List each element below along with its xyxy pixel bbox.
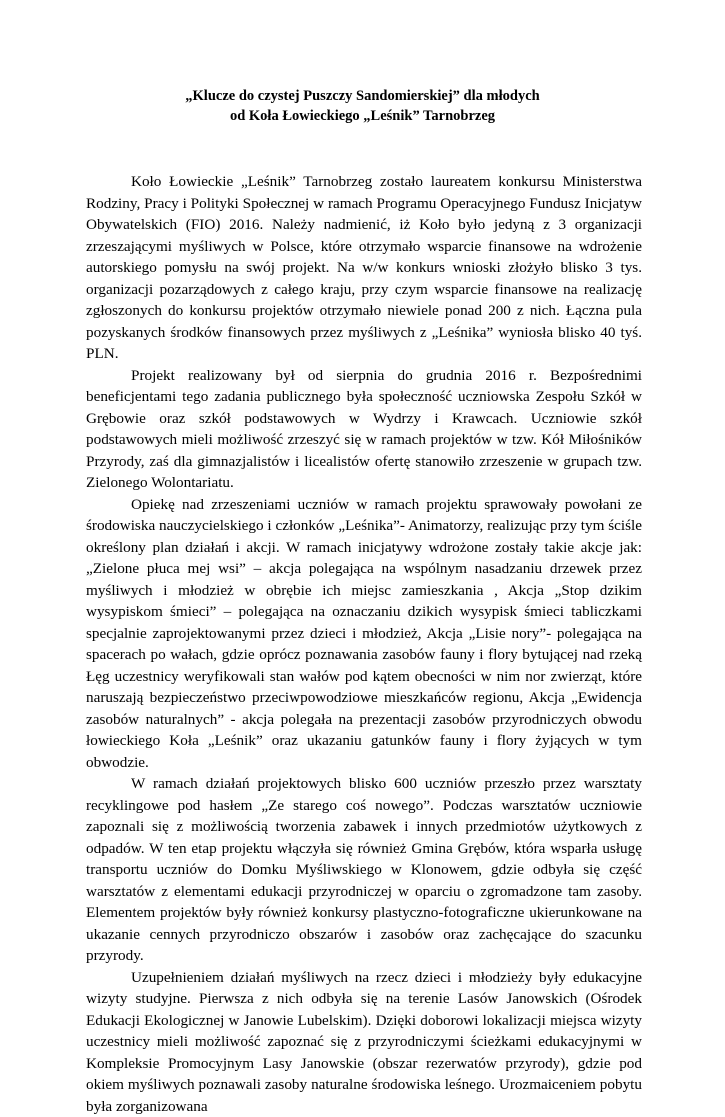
document-title [0,86,725,126]
title-line-2: od Koła Łowieckiego „Leśnik” Tarnobrzeg [0,106,725,126]
paragraph-4: W ramach działań projektowych blisko 600 uczniów przeszło przez warsztaty recyklingowe pod hasłem „Ze starego coś nowego”. Podczas warsztatów uczniowie zapoznali się z możliwością tworzenia zabawek i innych przedmiotów użytkowych z odpadów. W ten etap projektu włączyła się również Gmina Grębów, która wsparła usługę transportu uczniów do Domku Myśliwskiego w Klonowem, gdzie odbyła się część warsztatów z elementami edukacji przyrodniczej w oparciu o zgromadzone tam zasoby. Elementem projektów były również konkursy plastyczno-fotograficzne ukierunkowane na ukazanie cennych przyrodniczo obszarów i zasobów oraz zachęcające do szacunku przyrody. [86,773,642,967]
paragraph-1: Koło Łowieckie „Leśnik” Tarnobrzeg zostało laureatem konkursu Ministerstwa Rodziny, Pracy i Polityki Społecznej w ramach Programu Operacyjnego Fundusz Inicjatyw Obywatelskich (FIO) 2016. Należy nadmienić, iż Koło było jedyną z 3 organizacji zrzeszającymi myśliwych w Polsce, które otrzymało wsparcie finansowe na wdrożenie autorskiego pomysłu na swój projekt. Na w/w konkurs wnioski złożyło blisko 3 tys. organizacji pozarządowych z całego kraju, przy czym wsparcie finansowe na realizację zgłoszonych do konkursu projektów otrzymało niewiele ponad 200 z nich. Łączna pula pozyskanych środków finansowych przez myśliwych z „Leśnika” wyniosła blisko 40 tyś. PLN. [86,171,642,365]
paragraph-5: Uzupełnieniem działań myśliwych na rzecz dzieci i młodzieży były edukacyjne wizyty studyjne. Pierwsza z nich odbyła się na terenie Lasów Janowskich (Ośrodek Edukacji Ekologicznej w Janowie Lubelskim). Dzięki doborowi lokalizacji miejsca wizyty uczestnicy mieli możliwość zapoznać się z przyrodniczymi ścieżkami edukacyjnymi w Kompleksie Promocyjnym Lasy Janowskie (obszar rezerwatów przyrody), gdzie pod okiem myśliwych poznawali zasoby naturalne środowiska leśnego. Urozmaiceniem pobytu była zorganizowana [86,967,642,1117]
paragraph-2: Projekt realizowany był od sierpnia do grudnia 2016 r. Bezpośrednimi beneficjentami tego zadania publicznego była społeczność uczniowska Zespołu Szkół w Grębowie oraz szkół podstawowych w Wydrzy i Krawcach. Uczniowie szkół podstawowych mieli możliwość zrzeszyć się w ramach projektów w tzw. Kół Miłośników Przyrody, zaś dla gimnazjalistów i licealistów ofertę stanowiło zrzeszenie w grupach tzw. Zielonego Wolontariatu. [86,365,642,494]
document-body [86,171,642,1117]
paragraph-3: Opiekę nad zrzeszeniami uczniów w ramach projektu sprawowały powołani ze środowiska nauczycielskiego i członków „Leśnika”- Animatorzy, realizując przy tym ściśle określony plan działań i akcji. W ramach inicjatywy wdrożone zostały takie akcje jak: „Zielone płuca mej wsi” – akcja polegająca na wspólnym nasadzaniu drzewek przez myśliwych i młodzież w obrębie ich miejsc zamieszkania , Akcja „Stop dzikim wysypiskom śmieci” – polegająca na oznaczaniu dzikich wysypisk śmieci tabliczkami specjalnie zaprojektowanymi przez dzieci i młodzież, Akcja „Lisie nory”- polegająca na spacerach po wałach, gdzie oprócz poznawania zasobów fauny i flory bytującej nad rzeką Łęg uczestnicy weryfikowali stan wałów pod kątem obecności w nim nor zwierząt, które naruszają bezpieczeństwo przeciwpowodziowe mieszkańców regionu, Akcja „Ewidencja zasobów naturalnych” - akcja polegała na prezentacji zasobów przyrodniczych obwodu łowieckiego Koła „Leśnik” oraz ukazaniu gatunków fauny i flory żyjących w tym obwodzie. [86,494,642,774]
title-line-1: „Klucze do czystej Puszczy Sandomierskiej” dla młodych [0,86,725,106]
